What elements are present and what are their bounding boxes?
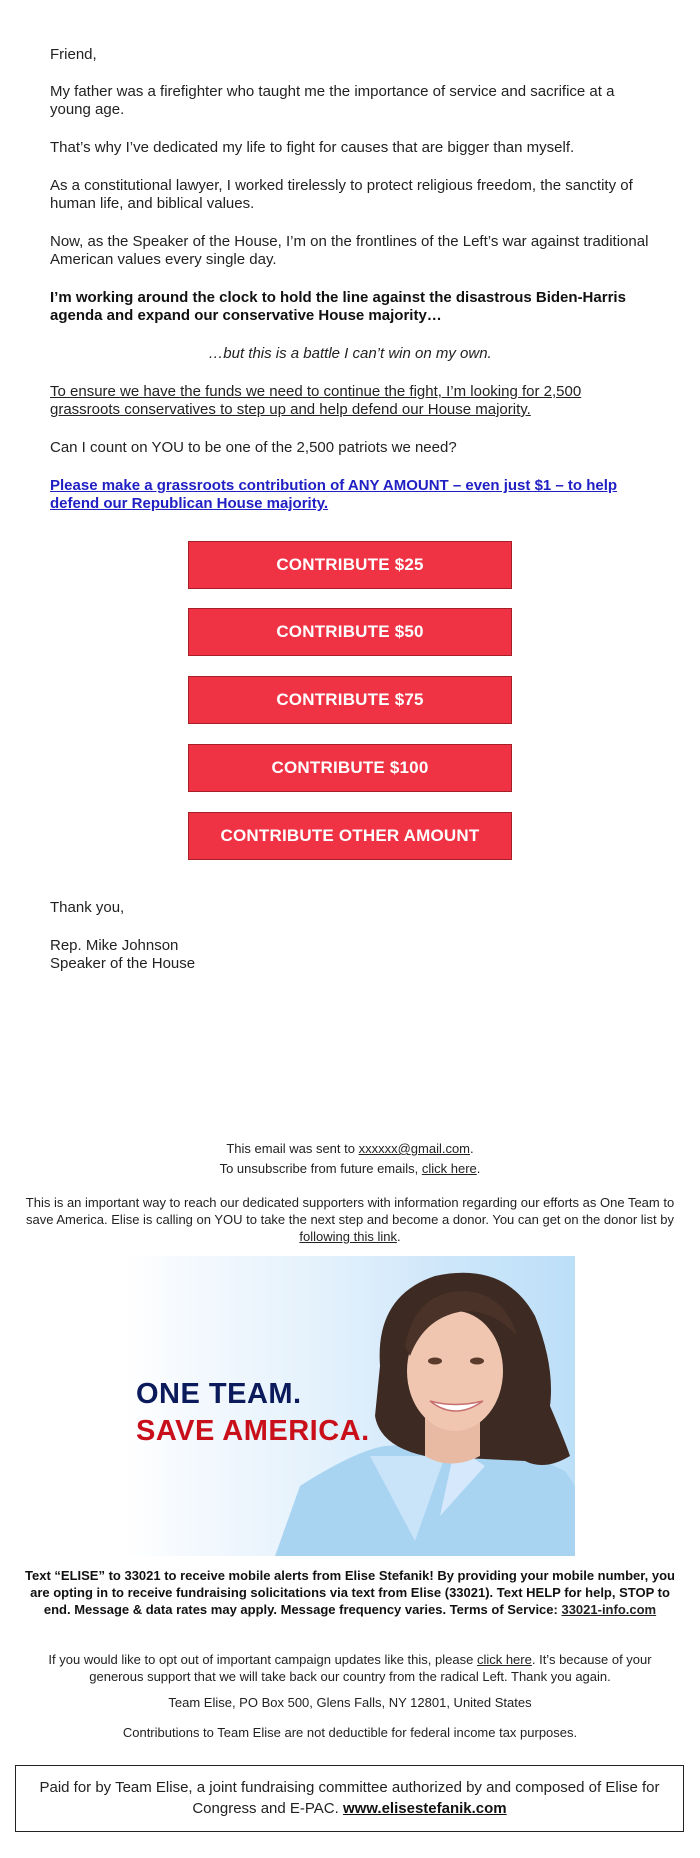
sent-to-text: This email was sent to [226, 1141, 359, 1156]
sms-opt-in-paragraph [18, 1567, 682, 1618]
contribute-100-button[interactable]: CONTRIBUTE $100 [188, 744, 512, 792]
opt-out-text: If you would like to opt out of important campaign updates like this, please [48, 1652, 477, 1667]
contribute-other-amount-button[interactable]: CONTRIBUTE OTHER AMOUNT [188, 812, 512, 860]
contribute-50-button[interactable]: CONTRIBUTE $50 [188, 608, 512, 656]
unsubscribe-link[interactable]: click here [421, 1161, 477, 1176]
sent-to-suffix: . [470, 1141, 474, 1156]
paragraph-lawyer: As a constitutional lawyer, I worked tirelessly to protect religious freedom, the sanctity of human life, and biblical values. [50, 177, 633, 212]
opt-out-suffix: . It’s because of your generous support that we will take back our country from the radical Left. Thank you again. [89, 1652, 652, 1684]
opt-out-paragraph [20, 1651, 680, 1685]
recipient-email-link[interactable]: xxxxxx@gmail.com [358, 1141, 471, 1156]
opt-out-link[interactable]: click here [476, 1652, 532, 1667]
sms-terms-link[interactable]: 33021-info.com [561, 1602, 657, 1617]
unsubscribe-text: To unsubscribe from future emails, [219, 1161, 422, 1176]
contribute-any-amount-link[interactable]: Please make a grassroots contribution of ANY AMOUNT – even just $1 – to help defend our Republican House majority. [50, 477, 618, 512]
donor-suffix: . [396, 1229, 401, 1244]
paid-for-by-disclaimer [15, 1765, 684, 1832]
unsubscribe-suffix: . [476, 1161, 481, 1176]
disclaimer-text: Paid for by Team Elise, a joint fundraising committee authorized by and composed of Elise for Congress and E-PAC. [39, 1779, 660, 1817]
elisestefanik-website-link[interactable]: www.elisestefanik.com [342, 1800, 507, 1817]
unsubscribe-line [20, 1160, 680, 1177]
paragraph-father: My father was a firefighter who taught me the importance of service and sacrifice at a young age. [50, 83, 615, 118]
paragraph-causes: That’s why I’ve dedicated my life to fight for causes that are bigger than myself. [50, 139, 575, 156]
donor-list-link[interactable]: following this link [299, 1229, 397, 1244]
mailing-address: Team Elise, PO Box 500, Glens Falls, NY 12801, United States [168, 1695, 532, 1710]
greeting: Friend, [50, 46, 97, 63]
contribute-25-button[interactable]: CONTRIBUTE $25 [188, 541, 512, 589]
one-team-banner-image [125, 1256, 575, 1556]
question-count-on-you: Can I count on YOU to be one of the 2,500 patriots we need? [50, 439, 457, 456]
banner-headline-one-team: ONE TEAM. [136, 1378, 302, 1410]
paragraph-bold-agenda: I’m working around the clock to hold the line against the disastrous Biden-Harris agenda and expand our conservative House majority… [50, 289, 626, 324]
contribute-75-button[interactable]: CONTRIBUTE $75 [188, 676, 512, 724]
paragraph-underlined-funds: To ensure we have the funds we need to continue the fight, I’m looking for 2,500 grassroots conservatives to step up and help defend our House majority. [50, 383, 582, 418]
sent-to-line [20, 1140, 680, 1157]
closing: Thank you, [50, 899, 125, 916]
donor-paragraph [22, 1194, 678, 1245]
banner-headline-save-america: SAVE AMERICA. [136, 1415, 370, 1447]
tax-deductibility-note: Contributions to Team Elise are not deductible for federal income tax purposes. [122, 1725, 578, 1740]
signature-name: Rep. Mike Johnson [50, 937, 179, 954]
sms-text: Text “ELISE” to 33021 to receive mobile alerts from Elise Stefanik! By providing your mobile number, you are opting in to receive fundraising solicitations via text from Elise (33021). Text HELP for help, STOP to end. Message & data rates may apply. Message frequency varies. Terms of Service: [25, 1568, 675, 1617]
signature-title: Speaker of the House [50, 955, 196, 972]
paragraph-speaker: Now, as the Speaker of the House, I’m on the frontlines of the Left’s war against traditional American values every single day. [50, 233, 649, 268]
donor-text: This is an important way to reach our dedicated supporters with information regarding our efforts as One Team to save America. Elise is calling on YOU to take the next step and become a donor. You can get on the donor list by [25, 1195, 675, 1227]
italic-battle-line: …but this is a battle I can’t win on my own. [208, 345, 492, 362]
